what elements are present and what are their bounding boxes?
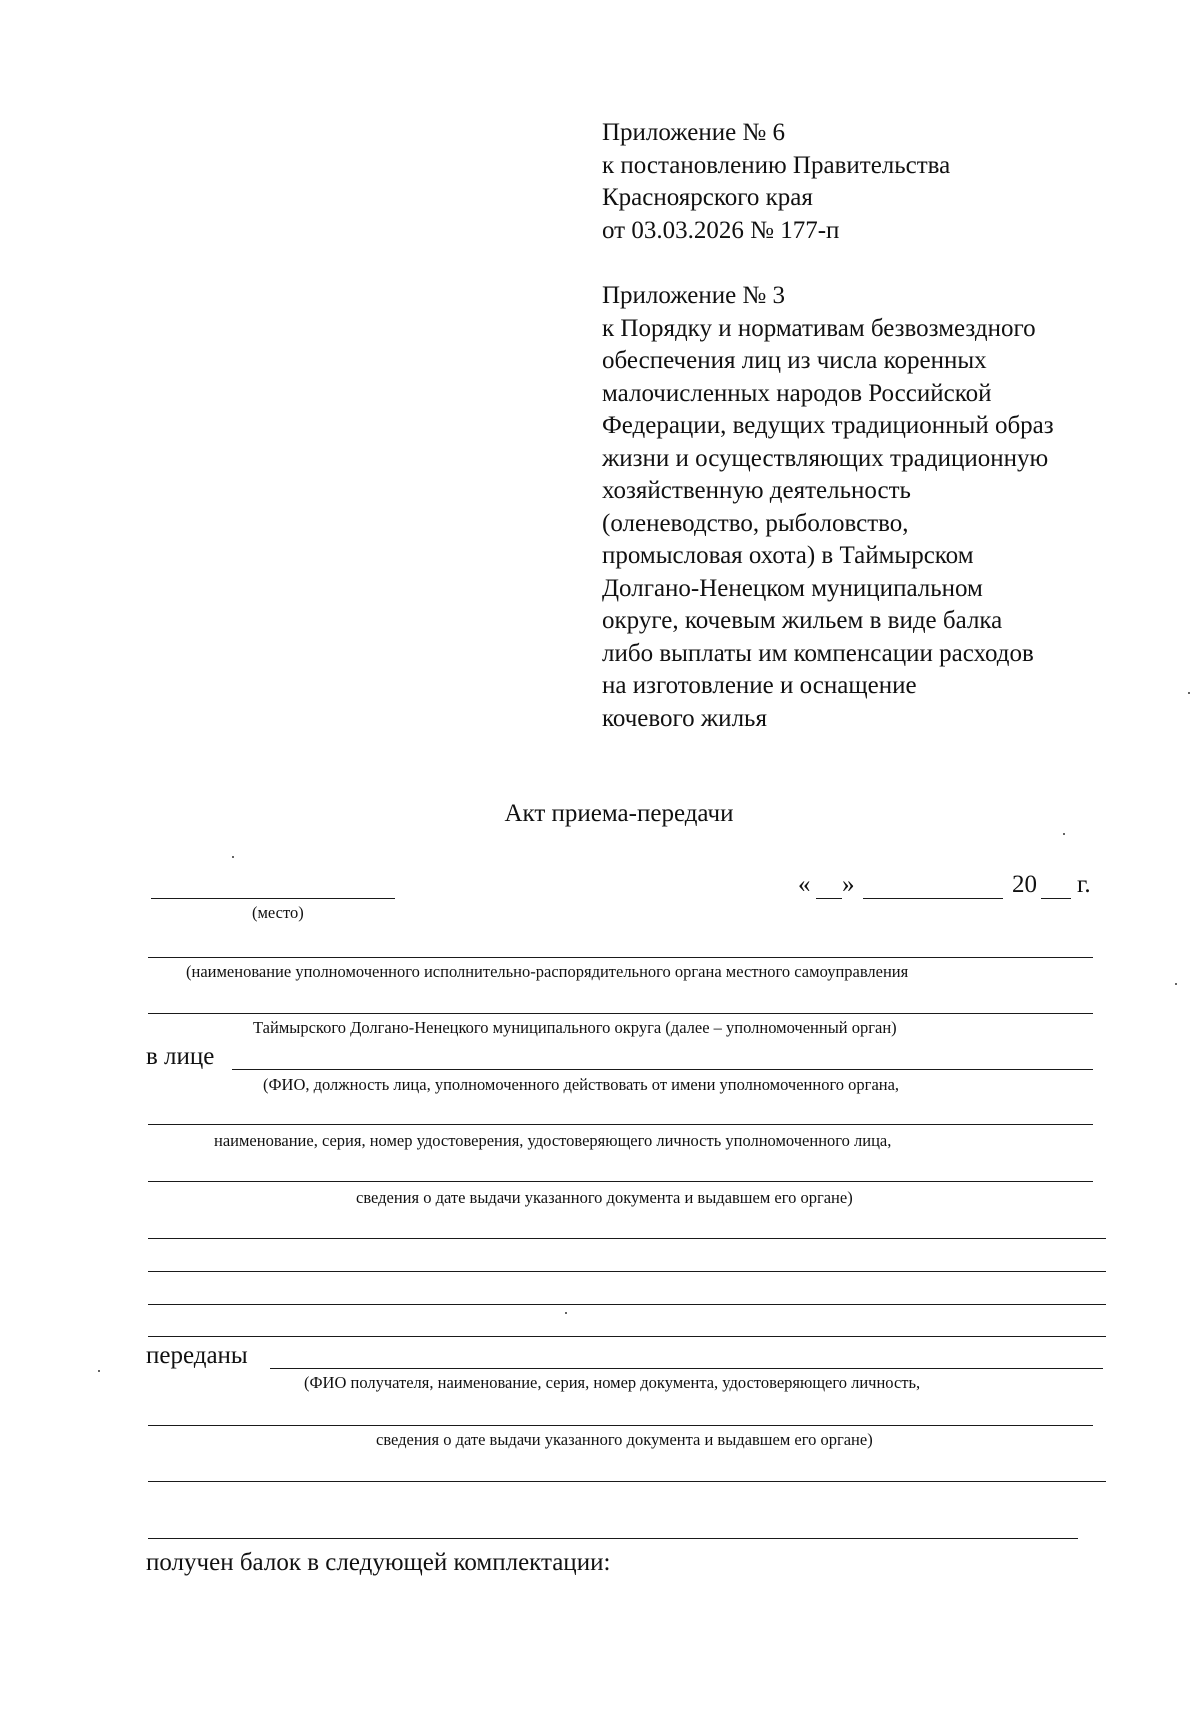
received-label: получен балок в следующей комплектации: (146, 1549, 611, 1576)
blank-line[interactable] (148, 1538, 1078, 1539)
appendix-3-line: (оленеводство, рыболовство, (602, 509, 909, 537)
person-caption-2: наименование, серия, номер удостоверения, удостоверяющего личность уполномоченного лица, (214, 1131, 892, 1150)
appendix-3-line: Федерации, ведущих традиционный образ (602, 412, 1054, 439)
date-year-suffix: г. (1077, 871, 1091, 898)
person-field-line-3[interactable] (148, 1181, 1093, 1182)
act-title: Акт приема-передачи (504, 800, 734, 827)
appendix-3-line: Долгано-Ненецком муниципальном (602, 574, 983, 602)
place-caption: (место) (252, 903, 304, 922)
appendix-3-line: к Порядку и нормативам безвозмездного (602, 314, 1036, 342)
scan-speck (1188, 692, 1190, 694)
appendix-3-line: округе, кочевым жильем в виде балка (602, 607, 1003, 634)
date-year-field[interactable] (1041, 898, 1071, 899)
organ-caption-1: (наименование уполномоченного исполнительно-распорядительного органа местного самоуправления (186, 962, 909, 981)
appendix-3-line: Приложение № 3 (602, 282, 786, 309)
appendix-3-line: промысловая охота) в Таймырском (602, 542, 974, 569)
appendix-6-line: от 03.03.2026 № 177-п (602, 216, 840, 244)
transferred-label: переданы (146, 1342, 248, 1369)
appendix-3-line: кочевого жилья (602, 704, 767, 732)
date-close-quote: » (842, 871, 855, 898)
blank-line[interactable] (148, 1336, 1106, 1337)
recipient-field-line-2[interactable] (148, 1425, 1093, 1426)
appendix-3-block (602, 280, 1122, 735)
appendix-6-line: Приложение № 6 (602, 119, 786, 146)
person-caption-1: (ФИО, должность лица, уполномоченного действовать от имени уполномоченного органа, (263, 1075, 900, 1094)
scan-speck (565, 1312, 567, 1314)
scan-speck (232, 856, 234, 858)
blank-line[interactable] (148, 1271, 1106, 1272)
scan-speck (1063, 833, 1065, 835)
blank-line[interactable] (148, 1481, 1106, 1482)
appendix-3-line: хозяйственную деятельность (602, 477, 911, 504)
date-year-prefix: 20 (1012, 871, 1037, 898)
blank-line[interactable] (148, 1238, 1106, 1239)
appendix-3-line: обеспечения лиц из числа коренных (602, 347, 987, 374)
scan-speck (1175, 983, 1177, 985)
appendix-3-line: малочисленных народов Российской (602, 379, 992, 407)
person-field-line-2[interactable] (148, 1124, 1093, 1125)
date-open-quote: « (798, 871, 811, 898)
recipient-caption-2: сведения о дате выдачи указанного документа и выдавшем его органе) (376, 1430, 873, 1449)
organ-caption-2: Таймырского Долгано-Ненецкого муниципального округа (далее – уполномоченный орган) (253, 1018, 897, 1037)
appendix-3-line: жизни и осуществляющих традиционную (602, 444, 1049, 472)
organ-field-line-2[interactable] (148, 1013, 1093, 1014)
blank-line[interactable] (148, 1304, 1106, 1305)
person-caption-3: сведения о дате выдачи указанного документа и выдавшем его органе) (356, 1188, 853, 1207)
appendix-3-line: на изготовление и оснащение (602, 672, 917, 699)
appendix-6-block (602, 117, 1122, 247)
appendix-3-line: либо выплаты им компенсации расходов (602, 639, 1034, 667)
person-field-line-1[interactable] (232, 1069, 1093, 1070)
date-day-field[interactable] (816, 898, 842, 899)
organ-field-line-1[interactable] (148, 957, 1093, 958)
appendix-6-line: Красноярского края (602, 184, 813, 211)
recipient-field-line-1[interactable] (270, 1368, 1103, 1369)
date-month-field[interactable] (863, 898, 1003, 899)
in-person-label: в лице (146, 1043, 215, 1070)
recipient-caption-1: (ФИО получателя, наименование, серия, номер документа, удостоверяющего личность, (304, 1373, 921, 1392)
scan-speck (98, 1370, 100, 1372)
place-field-line[interactable] (151, 898, 395, 899)
appendix-6-line: к постановлению Правительства (602, 151, 951, 179)
